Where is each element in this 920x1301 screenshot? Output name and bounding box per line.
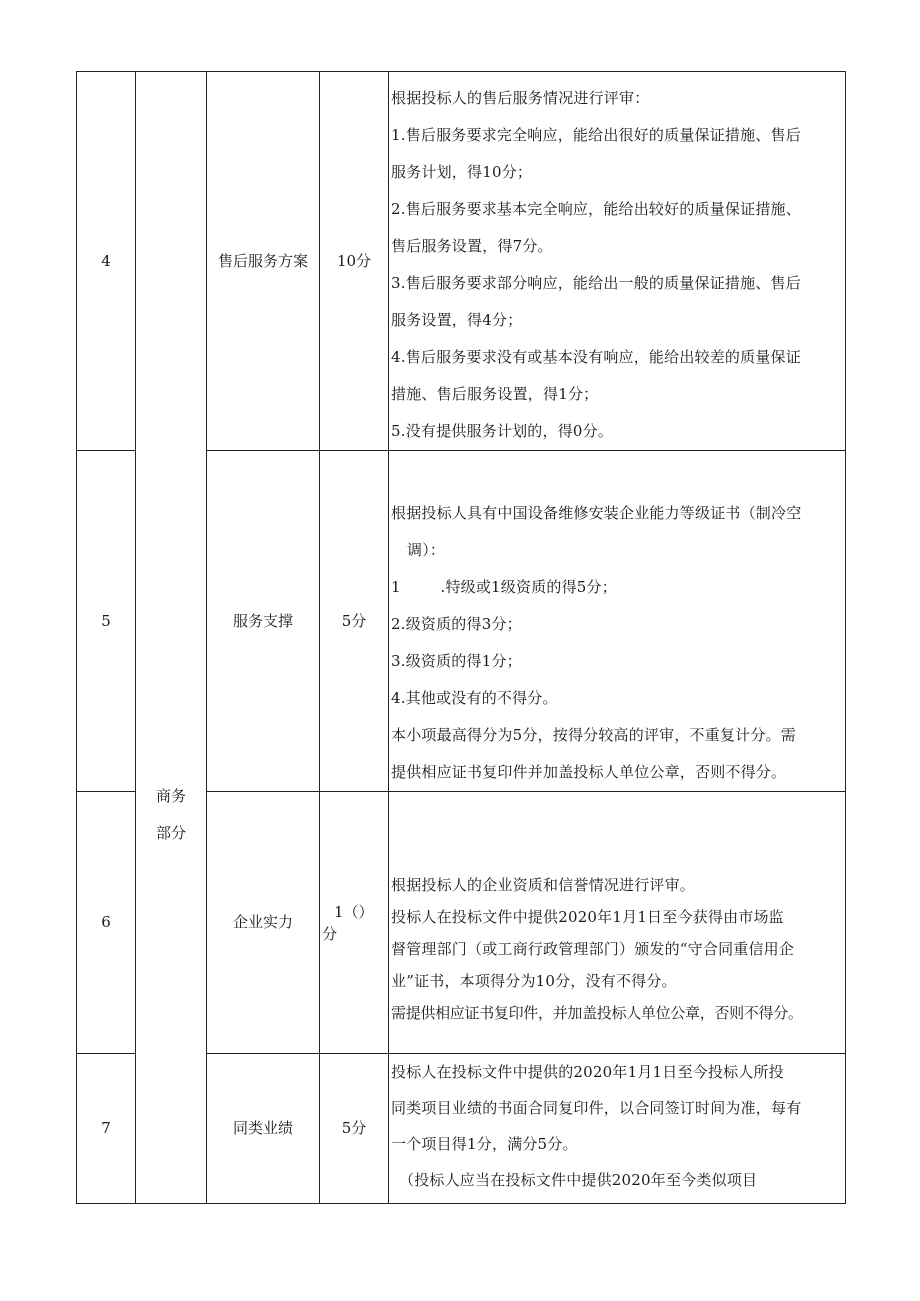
- item-name: 企业实力: [207, 792, 320, 1054]
- item-score: 5分: [320, 451, 389, 792]
- item-name: 售后服务方案: [207, 72, 320, 451]
- table-row: [77, 72, 846, 451]
- criteria-description: 根据投标人的企业资质和信誉情况进行评审。 投标人在投标文件中提供2020年1月1日至今获得由市场监 督管理部门（或工商行政管理部门）颁发的“守合同重信用企 业”证书，本项得分为10分，没有不得分。 需提供相应证书复印件，并加盖投标人单位公章，否则不得分。: [389, 792, 846, 1054]
- category-label: 商务 部分: [155, 787, 186, 842]
- row-number: 4: [77, 72, 136, 451]
- item-name: 同类业绩: [207, 1054, 320, 1204]
- item-score: 5分: [320, 1054, 389, 1204]
- item-score: 1（） 分: [320, 792, 389, 1054]
- row-number: 6: [77, 792, 136, 1054]
- item-name: 服务支撑: [207, 451, 320, 792]
- criteria-description: 根据投标人的售后服务情况进行评审： 1.售后服务要求完全响应，能给出很好的质量保证措施、售后 服务计划，得10分； 2.售后服务要求基本完全响应，能给出较好的质量保证措施、 售后服务设置，得7分。 3.售后服务要求部分响应，能给出一般的质量保证措施、售后 服务设置，得4分； 4.售后服务要求没有或基本没有响应，能给出较差的质量保证 措施、售后服务设置，得1分； 5.没有提供服务计划的，得0分。: [389, 72, 846, 451]
- criteria-description: 根据投标人具有中国设备维修安装企业能力等级证书（制冷空 调）： 1 .特级或1级资质的得5分； 2.级资质的得3分； 3.级资质的得1分； 4.其他或没有的不得分。 本小项最高得分为5分，按得分较高的评审，不重复计分。需 提供相应证书复印件并加盖投标人单位公章，否则不得分。: [389, 451, 846, 792]
- item-score: 10分: [320, 72, 389, 451]
- criteria-description: 投标人在投标文件中提供的2020年1月1日至今投标人所投 同类项目业绩的书面合同复印件，以合同签订时间为准，每有 一个项目得1分，满分5分。 （投标人应当在投标文件中提供2020年至今类似项目: [389, 1054, 846, 1204]
- scoring-table: [76, 71, 846, 1204]
- row-number: 7: [77, 1054, 136, 1204]
- category-cell: [136, 72, 207, 1204]
- row-number: 5: [77, 451, 136, 792]
